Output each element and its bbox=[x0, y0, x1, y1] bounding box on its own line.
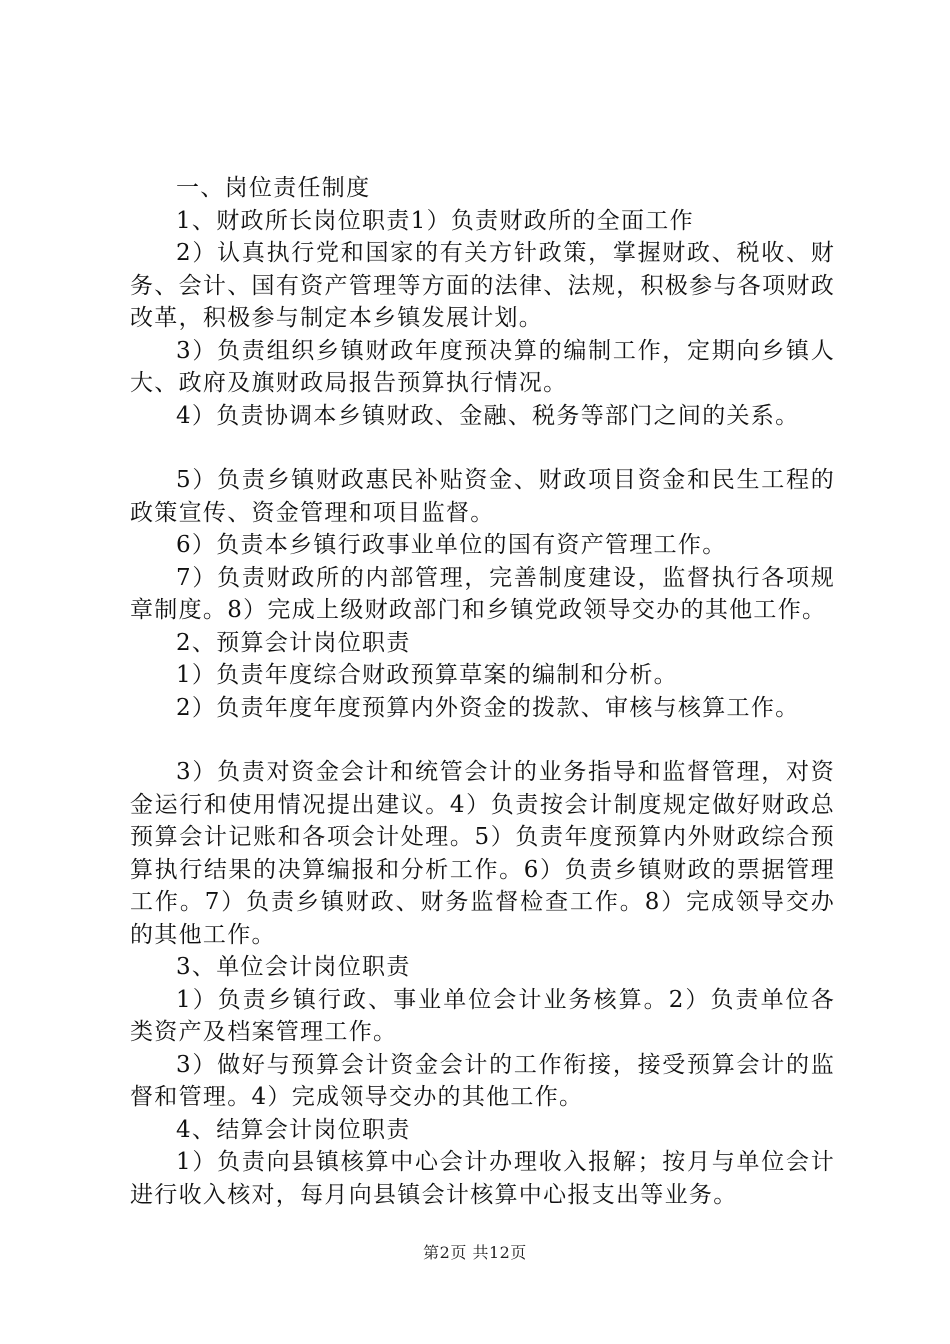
section-heading: 一、岗位责任制度 bbox=[176, 175, 371, 201]
subsection-heading: 3、单位会计岗位职责 bbox=[176, 954, 411, 980]
paragraph: 4）负责协调本乡镇财政、金融、税务等部门之间的关系。 bbox=[176, 402, 800, 429]
subsection-heading: 2、预算会计岗位职责 bbox=[176, 629, 411, 656]
paragraph: 3）做好与预算会计资金会计的工作衔接，接受预算会计的监督和管理。4）完成领导交办的其他工作。 bbox=[130, 1051, 835, 1110]
paragraph: 7）负责财政所的内部管理，完善制度建设，监督执行各项规章制度。8）完成上级财政部门和乡镇党政领导交办的其他工作。 bbox=[130, 564, 835, 623]
document-body bbox=[130, 172, 835, 1211]
paragraph: 2）负责年度年度预算内外资金的拨款、审核与核算工作。 bbox=[176, 694, 800, 721]
page-number-footer: 第2页 共12页 bbox=[423, 1243, 527, 1262]
paragraph: 5）负责乡镇财政惠民补贴资金、财政项目资金和民生工程的政策宣传、资金管理和项目监督。 bbox=[130, 467, 835, 526]
paragraph: 3）负责对资金会计和统管会计的业务指导和监督管理，对资金运行和使用情况提出建议。4）负责按会计制度规定做好财政总预算会计记账和各项会计处理。5）负责年度预算内外财政综合预算执行结果的决算编报和分析工作。6）负责乡镇财政的票据管理工作。7）负责乡镇财政、财务监督检查工作。8）完成领导交办的其他工作。 bbox=[130, 759, 835, 948]
subsection-heading: 4、结算会计岗位职责 bbox=[176, 1116, 411, 1143]
paragraph: 1）负责向县镇核算中心会计办理收入报解；按月与单位会计进行收入核对，每月向县镇会计核算中心报支出等业务。 bbox=[130, 1149, 835, 1208]
paragraph: 1）负责年度综合财政预算草案的编制和分析。 bbox=[176, 662, 678, 688]
paragraph: 1）负责乡镇行政、事业单位会计业务核算。2）负责单位各类资产及档案管理工作。 bbox=[130, 986, 835, 1045]
paragraph: 3）负责组织乡镇财政年度预决算的编制工作，定期向乡镇人大、政府及旗财政局报告预算执行情况。 bbox=[130, 337, 835, 396]
paragraph: 6）负责本乡镇行政事业单位的国有资产管理工作。 bbox=[176, 532, 727, 558]
subsection-heading: 1、财政所长岗位职责1）负责财政所的全面工作 bbox=[176, 207, 694, 234]
paragraph: 2）认真执行党和国家的有关方针政策，掌握财政、税收、财务、会计、国有资产管理等方面的法律、法规，积极参与各项财政改革，积极参与制定本乡镇发展计划。 bbox=[130, 240, 835, 331]
